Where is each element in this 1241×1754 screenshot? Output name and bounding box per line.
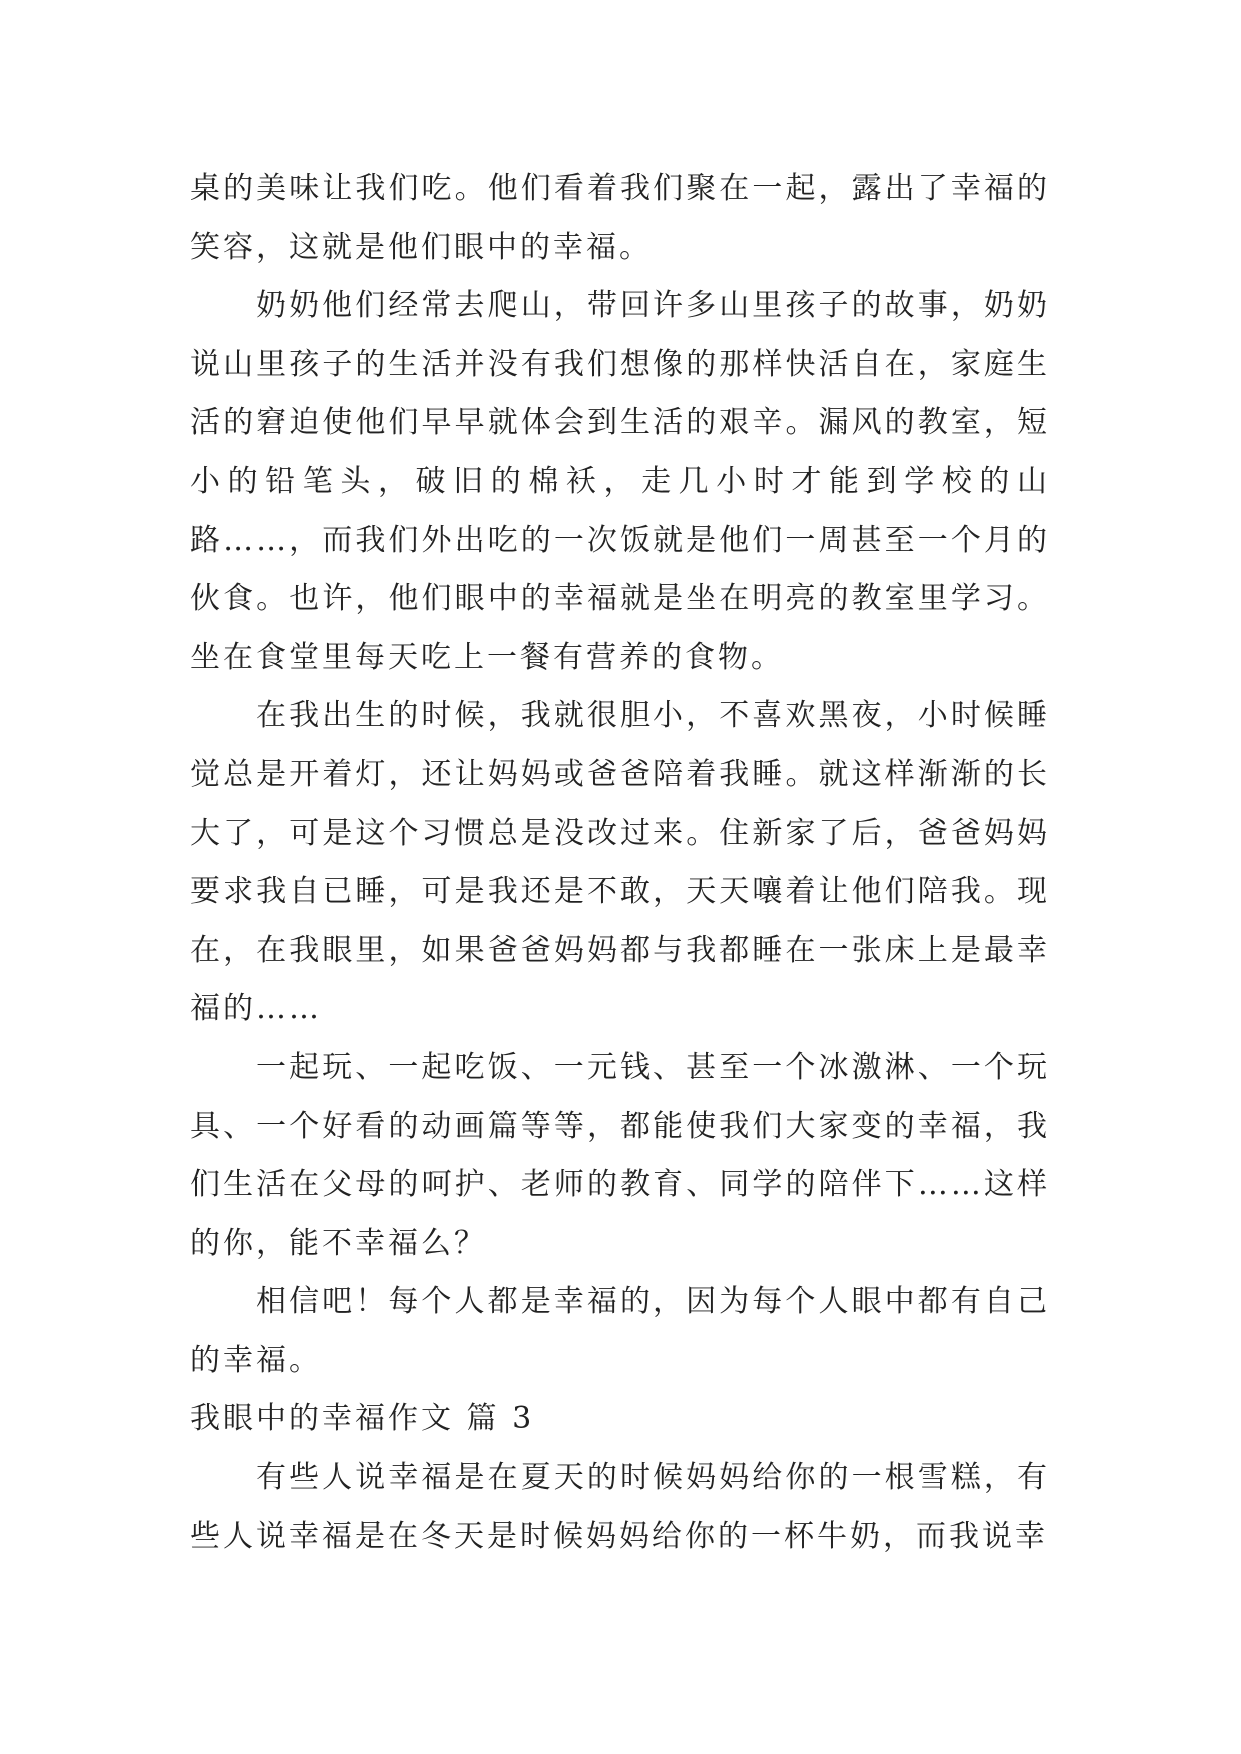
paragraph-1: 桌的美味让我们吃。他们看着我们聚在一起，露出了幸福的笑容，这就是他们眼中的幸福。 — [190, 171, 1050, 265]
paragraph-6: 有些人说幸福是在夏天的时候妈妈给你的一根雪糕，有些人说幸福是在冬天是时候妈妈给你的一杯牛奶，而我说幸 — [190, 1460, 1050, 1554]
section-heading: 我眼中的幸福作文 篇 3 — [190, 1401, 535, 1437]
document-body — [190, 160, 1050, 1566]
paragraph-5: 相信吧！每个人都是幸福的，因为每个人眼中都有自己的幸福。 — [190, 1284, 1050, 1378]
paragraph-3: 在我出生的时候，我就很胆小，不喜欢黑夜，小时候睡觉总是开着灯，还让妈妈或爸爸陪着我睡。就这样渐渐的长大了，可是这个习惯总是没改过来。住新家了后，爸爸妈妈要求我自已睡，可是我还是不敢，天天嚷着让他们陪我。现在，在我眼里，如果爸爸妈妈都与我都睡在一张床上是最幸福的…… — [190, 698, 1050, 1027]
paragraph-4: 一起玩、一起吃饭、一元钱、甚至一个冰激淋、一个玩具、一个好看的动画篇等等，都能使我们大家变的幸福，我们生活在父母的呵护、老师的教育、同学的陪伴下……这样的你，能不幸福么？ — [190, 1049, 1050, 1261]
paragraph-2: 奶奶他们经常去爬山，带回许多山里孩子的故事，奶奶说山里孩子的生活并没有我们想像的那样快活自在，家庭生活的窘迫使他们早早就体会到生活的艰辛。漏风的教室，短小的铅笔头，破旧的棉袄，走几小时才能到学校的山路……，而我们外出吃的一次饭就是他们一周甚至一个月的伙食。也许，他们眼中的幸福就是坐在明亮的教室里学习。坐在食堂里每天吃上一餐有营养的食物。 — [190, 288, 1050, 675]
